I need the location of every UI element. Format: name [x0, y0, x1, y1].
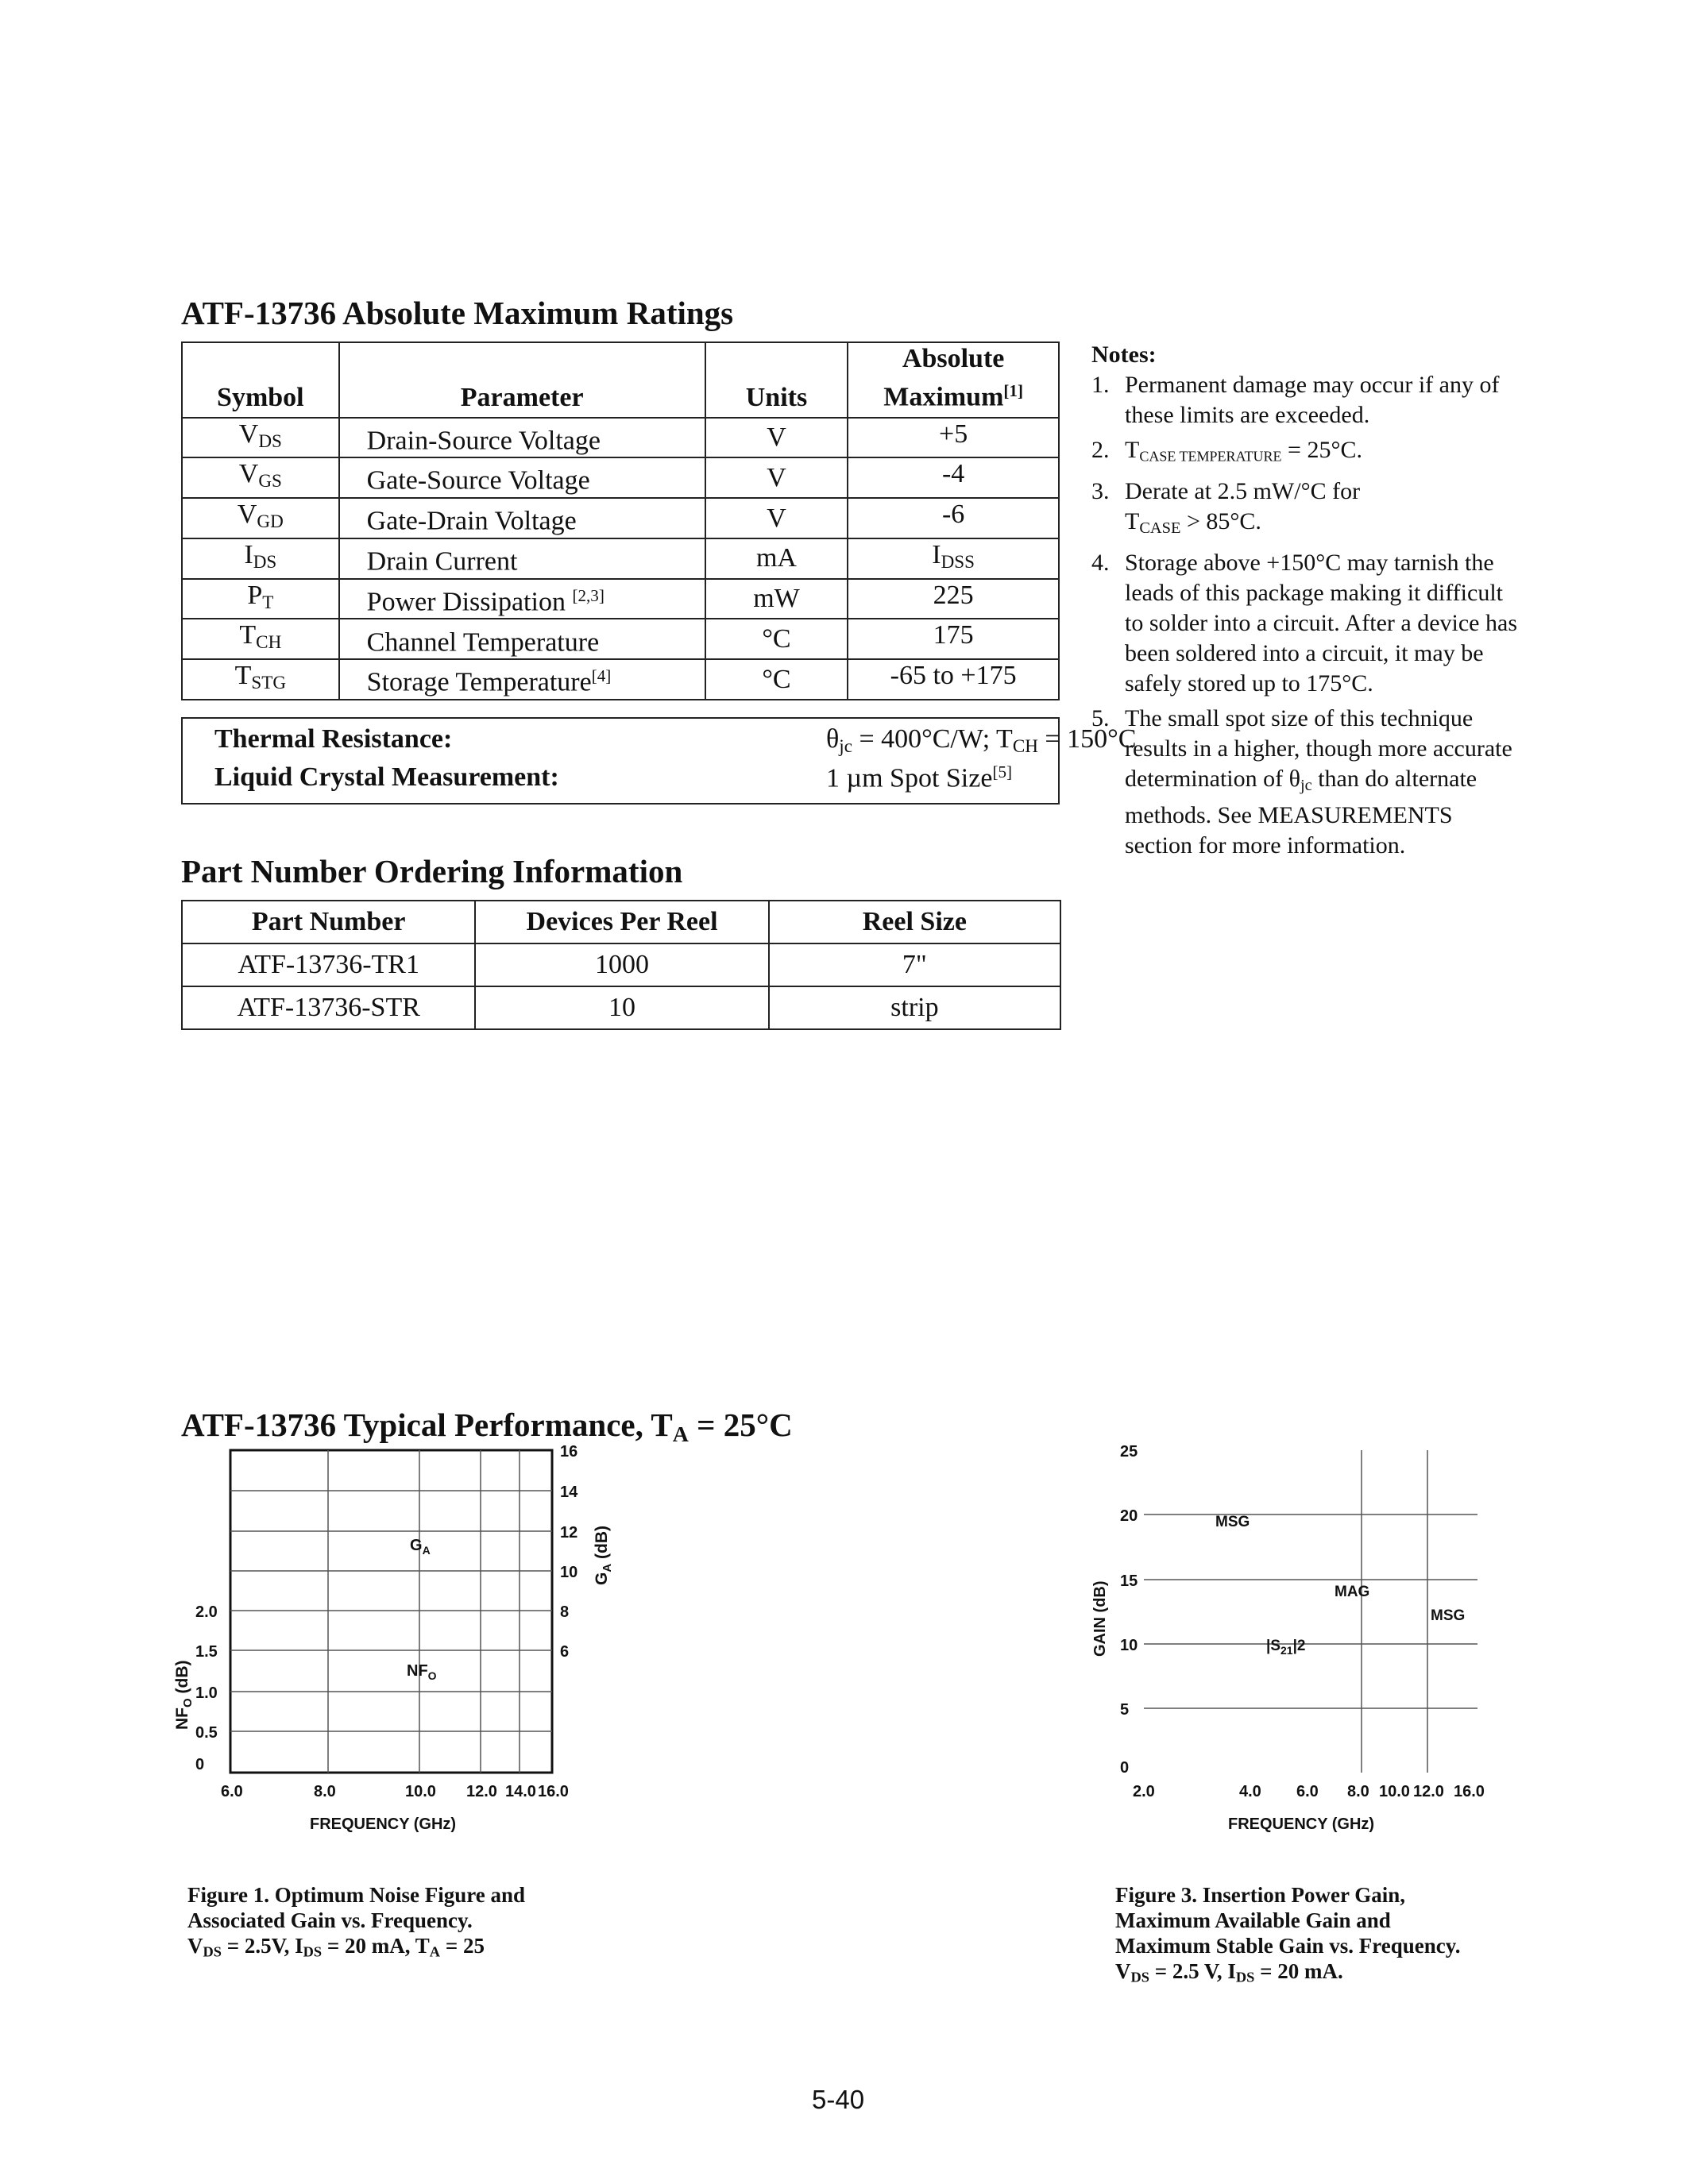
y-left-tick-label: 2.0: [195, 1603, 218, 1621]
header-part-number: Part Number: [182, 901, 475, 943]
header-units: Units: [705, 342, 848, 418]
parameter-cell: Drain Current: [339, 538, 705, 579]
y-tick-label: 0: [1120, 1759, 1130, 1777]
symbol-cell: $I_{DS}$: [182, 538, 339, 579]
figure-1-chart: [173, 1443, 614, 1833]
y-right-tick-label: 6: [560, 1643, 570, 1661]
series-label-ga: $G_A$: [410, 1537, 431, 1557]
units-cell: mW: [705, 579, 848, 619]
y-right-tick-label: 10: [560, 1564, 578, 1581]
y-left-tick-label: 0: [195, 1756, 205, 1773]
y-tick-label: 5: [1120, 1701, 1130, 1719]
x-tick-label: 8.0: [314, 1783, 336, 1800]
notes-title: Notes:: [1091, 341, 1157, 368]
reel-size-cell: 7": [769, 943, 1060, 986]
note-5: 5. The small spot size of this technique results in a higher, though more accurate determination of $\theta_{jc}$ than do alternate methods. See MEASUREMENTS section for more information.: [1091, 704, 1512, 859]
ordering-title: Part Number Ordering Information: [181, 853, 683, 889]
header-devices-per-reel: Devices Per Reel: [475, 901, 768, 943]
series-label-msg: MSG: [1215, 1514, 1250, 1530]
header-parameter: Parameter: [339, 342, 705, 418]
symbol-cell: $T_{CH}$: [182, 619, 339, 659]
series-label-mag: MAG: [1335, 1584, 1370, 1600]
parameter-cell: Gate-Drain Voltage: [339, 498, 705, 538]
y-tick-label: 10: [1120, 1637, 1138, 1654]
spot-size-value: 1 µm Spot Size[5]: [826, 762, 1013, 793]
x-tick-label: 4.0: [1239, 1783, 1261, 1800]
symbol-cell: $T_{STG}$: [182, 659, 339, 700]
y-right-tick-label: 16: [560, 1443, 578, 1461]
part-number-cell: ATF-13736-STR: [182, 986, 475, 1029]
devices-cell: 1000: [475, 943, 768, 986]
y-right-axis-label: $G_A$ (dB): [593, 1525, 614, 1585]
x-tick-label: 14.0: [505, 1783, 536, 1800]
x-tick-label: 6.0: [221, 1783, 243, 1800]
maximum-cell: -4: [848, 457, 1059, 498]
y-left-tick-label: 0.5: [195, 1724, 218, 1742]
units-cell: °C: [705, 619, 848, 659]
y-right-tick-label: 14: [560, 1484, 578, 1501]
figure-3-chart: [1091, 1443, 1485, 1833]
y-axis-label: GAIN (dB): [1091, 1580, 1109, 1657]
maximum-cell: $I_{DSS}$: [848, 538, 1059, 579]
part-number-cell: ATF-13736-TR1: [182, 943, 475, 986]
note-2: 2. $T_{CASE TEMPERATURE} = 25^\circ C$.: [1091, 437, 1362, 465]
parameter-cell: Storage Temperature[4]: [339, 659, 705, 700]
x-axis-label: FREQUENCY (GHz): [1228, 1815, 1375, 1833]
symbol-cell: $V_{GD}$: [182, 498, 339, 538]
note-3: 3. Derate at 2.5 mW/°C for $T_{CASE} > 85^\circ C$.: [1091, 477, 1361, 537]
header-maximum: Absolute Maximum[1]: [848, 342, 1059, 418]
series-label-msg-2: MSG: [1431, 1607, 1466, 1624]
page-number: 5-40: [812, 2085, 865, 2114]
x-tick-label: 2.0: [1133, 1783, 1155, 1800]
units-cell: mA: [705, 538, 848, 579]
symbol-cell: $V_{GS}$: [182, 457, 339, 498]
parameter-cell: Channel Temperature: [339, 619, 705, 659]
x-tick-label: 16.0: [538, 1783, 569, 1800]
units-cell: °C: [705, 659, 848, 700]
reel-size-cell: strip: [769, 986, 1060, 1029]
performance-title: ATF-13736 Typical Performance, $T_A = 25^\circ C$: [181, 1406, 793, 1447]
parameter-cell: Drain-Source Voltage: [339, 418, 705, 458]
x-tick-label: 16.0: [1454, 1783, 1485, 1800]
x-tick-label: 8.0: [1347, 1783, 1369, 1800]
maximum-cell: -6: [848, 498, 1059, 538]
x-tick-label: 12.0: [1413, 1783, 1444, 1800]
y-left-tick-label: 1.0: [195, 1684, 218, 1702]
y-left-tick-label: 1.5: [195, 1643, 218, 1661]
maximum-cell: -65 to +175: [848, 659, 1059, 700]
x-tick-label: 12.0: [466, 1783, 497, 1800]
y-right-tick-label: 8: [560, 1603, 570, 1621]
units-cell: V: [705, 457, 848, 498]
note-1: 1. Permanent damage may occur if any of these limits are exceeded.: [1091, 372, 1500, 428]
symbol-cell: $V_{DS}$: [182, 418, 339, 458]
maximum-cell: 175: [848, 619, 1059, 659]
x-axis-label: FREQUENCY (GHz): [310, 1815, 457, 1833]
maximum-cell: +5: [848, 418, 1059, 458]
series-label-s21: $|S_{21}|2$: [1266, 1638, 1306, 1657]
x-tick-label: 10.0: [405, 1783, 436, 1800]
series-label-nfo: $NF_O$: [407, 1662, 437, 1682]
y-left-axis-label: $NF_O$ (dB): [173, 1660, 195, 1730]
liquid-crystal-label: Liquid Crystal Measurement:: [214, 762, 559, 792]
figure-3-caption: Figure 3. Insertion Power Gain, Maximum Available Gain and Maximum Stable Gain vs. Frequency. $V_{DS} = 2.5$ V, $I_{DS} = 20$ mA.: [1115, 1883, 1461, 1985]
header-reel-size: Reel Size: [769, 901, 1060, 943]
ratings-title: ATF-13736 Absolute Maximum Ratings: [181, 295, 734, 331]
maximum-cell: 225: [848, 579, 1059, 619]
units-cell: V: [705, 498, 848, 538]
parameter-cell: Gate-Source Voltage: [339, 457, 705, 498]
y-tick-label: 15: [1120, 1572, 1138, 1590]
symbol-cell: $P_T$: [182, 579, 339, 619]
parameter-cell: Power Dissipation [2,3]: [339, 579, 705, 619]
y-right-tick-label: 12: [560, 1524, 578, 1542]
x-tick-label: 10.0: [1379, 1783, 1410, 1800]
note-4: 4. Storage above +150°C may tarnish the leads of this package making it difficult to solder into a circuit. After a device has been soldered into a circuit, it may be safely stored up to 175°C.: [1091, 549, 1517, 696]
plot-frame: [230, 1450, 552, 1773]
header-symbol: Symbol: [182, 342, 339, 418]
thermal-resistance-value: $\theta_{jc} = 400^\circ C/W$; $T_{CH} = 150^\circ C$: [826, 724, 1137, 757]
thermal-resistance-label: Thermal Resistance:: [214, 724, 453, 754]
units-cell: V: [705, 418, 848, 458]
devices-cell: 10: [475, 986, 768, 1029]
figure-1-caption: Figure 1. Optimum Noise Figure and Associated Gain vs. Frequency. $V_{DS} = 2.5V$, $I_{DS} = 20$ mA, $T_A = 25$: [187, 1883, 526, 1960]
y-tick-label: 25: [1120, 1443, 1138, 1461]
y-tick-label: 20: [1120, 1507, 1138, 1525]
x-tick-label: 6.0: [1296, 1783, 1319, 1800]
